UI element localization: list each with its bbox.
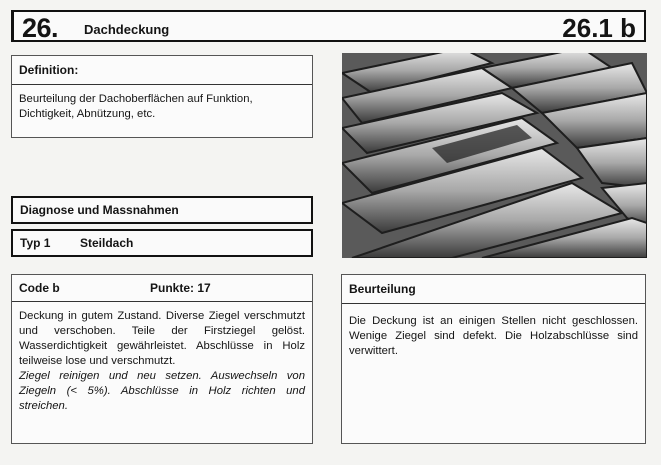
code-measures: Ziegel reinigen und neu setzen. Auswechseln von Ziegeln (< 5%). Abschlüsse in Holz richten und streichen. — [19, 370, 305, 412]
roof-tiles-image-icon — [342, 53, 647, 258]
typ-label: Typ 1 — [20, 236, 51, 250]
page-header — [11, 10, 646, 42]
code-body — [12, 302, 312, 421]
page-code: 26.1 b — [562, 13, 636, 43]
diagnose-heading: Diagnose und Massnahmen — [11, 196, 313, 224]
definition-text: Beurteilung der Dachoberflächen auf Funktion, Dichtigkeit, Abnützung, etc. — [19, 93, 253, 120]
definition-box — [11, 55, 313, 138]
points-label: Punkte: 17 — [150, 281, 211, 295]
roof-tiles-photo — [342, 53, 647, 258]
beurteilung-box — [341, 274, 646, 444]
section-number: 26. — [22, 13, 59, 43]
beurteilung-text: Die Deckung ist an einigen Stellen nicht geschlossen. Wenige Ziegel sind defekt. Die Holzabschlüsse sind verwittert. — [349, 315, 638, 357]
beurteilung-title: Beurteilung — [342, 275, 645, 304]
code-header — [12, 275, 312, 302]
code-label: Code b — [19, 281, 60, 295]
section-title: Dachdeckung — [84, 22, 170, 37]
code-box — [11, 274, 313, 444]
typ-heading — [11, 229, 313, 257]
typ-value: Steildach — [80, 236, 134, 250]
code-description: Deckung in gutem Zustand. Diverse Ziegel verschmutzt und verschoben. Teile der Firstziegel gelöst. Wasserdichtigkeit gewährleistet. Abschlüsse in Holz teilweise lose und verschmutzt. — [19, 310, 305, 367]
definition-title: Definition: — [12, 56, 312, 85]
